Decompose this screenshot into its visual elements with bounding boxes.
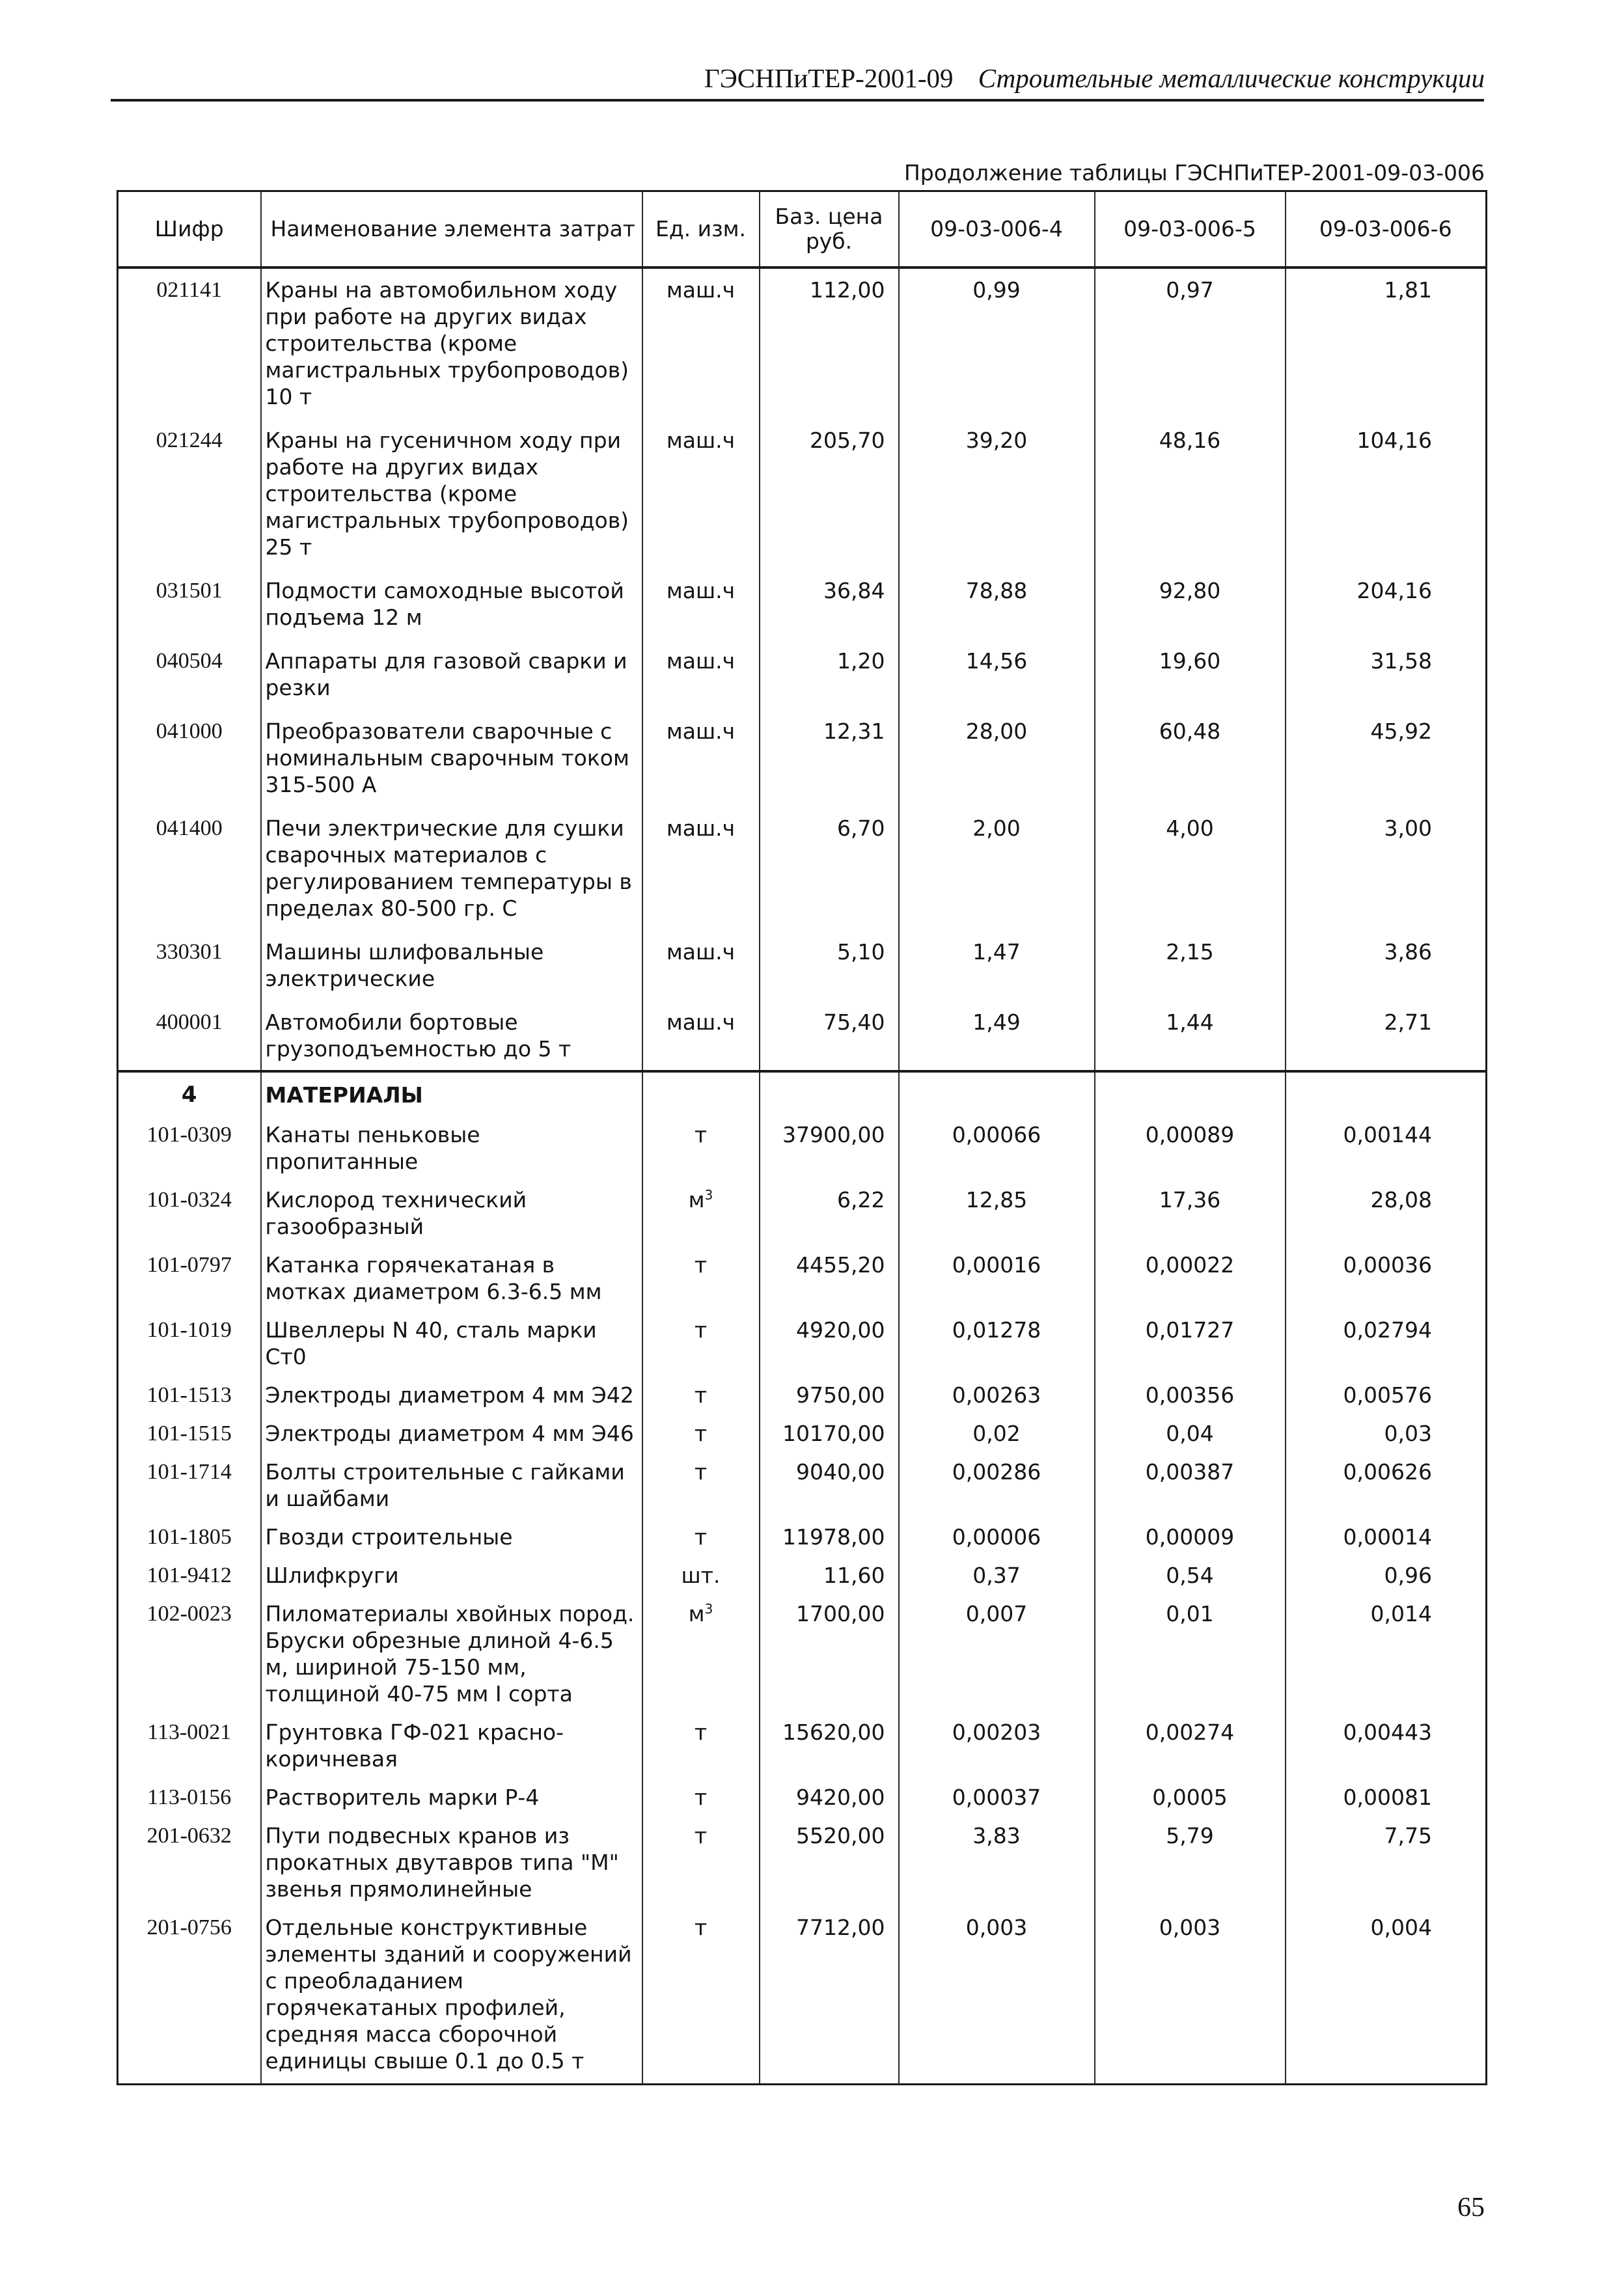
cell-name: Печи электрические для сушки сварочных материалов с регулированием температуры в пределах 80-500 гр. С: [261, 806, 642, 929]
resource-table: [117, 190, 1487, 2085]
cell-v5: 17,36: [1095, 1180, 1286, 1245]
cell-v6: 0,00081: [1286, 1777, 1487, 1816]
cell-unit: т: [642, 1908, 760, 2085]
cell-price: 75,40: [760, 1000, 899, 1071]
cell-v5: 0,01727: [1095, 1310, 1286, 1375]
cell-unit: маш.ч: [642, 568, 760, 638]
cell-price: 10170,00: [760, 1414, 899, 1452]
section-row-materials: [118, 1071, 1487, 1115]
cell-v5: 0,0005: [1095, 1777, 1286, 1816]
cell-v5: 0,54: [1095, 1556, 1286, 1594]
table-row: [118, 709, 1487, 806]
cell-name: Грунтовка ГФ-021 красно-коричневая: [261, 1712, 642, 1777]
cell-price: 15620,00: [760, 1712, 899, 1777]
cell-code: 040504: [118, 638, 261, 709]
table-row: [118, 1712, 1487, 1777]
table-caption: Продолжение таблицы ГЭСНПиТЕР-2001-09-03-006: [903, 160, 1485, 185]
cell-unit: маш.ч: [642, 929, 760, 1000]
cell-v6: 28,08: [1286, 1180, 1487, 1245]
cell-v4: 0,99: [899, 267, 1095, 418]
page-number: 65: [1457, 2193, 1485, 2223]
cell-v4: 0,00286: [899, 1452, 1095, 1517]
cell-name: Катанка горячекатаная в мотках диаметром 6.3-6.5 мм: [261, 1245, 642, 1310]
table-row: [118, 568, 1487, 638]
table-row: [118, 267, 1487, 418]
cell-v5: 0,00356: [1095, 1375, 1286, 1414]
cell-v4: 3,83: [899, 1816, 1095, 1908]
cell-code: 031501: [118, 568, 261, 638]
cell-name: Электроды диаметром 4 мм Э42: [261, 1375, 642, 1414]
cell-price: 112,00: [760, 267, 899, 418]
cell-v4: 12,85: [899, 1180, 1095, 1245]
cell-v5: 0,00089: [1095, 1115, 1286, 1180]
cell-v5: 0,01: [1095, 1594, 1286, 1712]
cell-v5: 48,16: [1095, 418, 1286, 568]
header-code: ГЭСНПиТЕР-2001-09: [704, 63, 954, 93]
cell-v5: 0,97: [1095, 267, 1286, 418]
cell-v5: 92,80: [1095, 568, 1286, 638]
cell-name: Машины шлифовальные электрические: [261, 929, 642, 1000]
unit-exponent: 3: [704, 1187, 713, 1203]
cell-v4: 0,00066: [899, 1115, 1095, 1180]
cell-name: Аппараты для газовой сварки и резки: [261, 638, 642, 709]
cell-name: Канаты пеньковые пропитанные: [261, 1115, 642, 1180]
table-header-row: [118, 191, 1487, 268]
table-row: [118, 1816, 1487, 1908]
cell-price: 9040,00: [760, 1452, 899, 1517]
cell-price: 6,70: [760, 806, 899, 929]
cell-unit: т: [642, 1712, 760, 1777]
table-row: [118, 1180, 1487, 1245]
cell-v6: 1,81: [1286, 267, 1487, 418]
cell-unit: маш.ч: [642, 1000, 760, 1071]
cell-code: 101-1515: [118, 1414, 261, 1452]
cell-unit: т: [642, 1310, 760, 1375]
cell-code: 021141: [118, 267, 261, 418]
cell-unit: маш.ч: [642, 267, 760, 418]
col-header-code: Шифр: [118, 191, 261, 268]
cell-v4: 0,00016: [899, 1245, 1095, 1310]
header-topic: Строительные металлические конструкции: [978, 63, 1485, 93]
cell-code: 101-1805: [118, 1517, 261, 1556]
cell-unit: т: [642, 1245, 760, 1310]
cell-price: 11978,00: [760, 1517, 899, 1556]
cell-name: Шлифкруги: [261, 1556, 642, 1594]
cell-name: Подмости самоходные высотой подъема 12 м: [261, 568, 642, 638]
cell-unit: т: [642, 1414, 760, 1452]
table-row: [118, 1000, 1487, 1071]
cell-v5: 0,00009: [1095, 1517, 1286, 1556]
table-row: [118, 1594, 1487, 1712]
cell-v4: 1,47: [899, 929, 1095, 1000]
cell-code: 101-9412: [118, 1556, 261, 1594]
cell-price: 5520,00: [760, 1816, 899, 1908]
cell-v6: 104,16: [1286, 418, 1487, 568]
col-header-v4: 09-03-006-4: [899, 191, 1095, 268]
cell-v4: 0,00037: [899, 1777, 1095, 1816]
cell-v4: 0,00006: [899, 1517, 1095, 1556]
cell-price: 7712,00: [760, 1908, 899, 2085]
table-row: [118, 1115, 1487, 1180]
table-row: [118, 1452, 1487, 1517]
cell-v6: 31,58: [1286, 638, 1487, 709]
table-row: [118, 418, 1487, 568]
cell-unit: маш.ч: [642, 638, 760, 709]
table-row: [118, 929, 1487, 1000]
col-header-price: [760, 191, 899, 268]
cell-v4: 39,20: [899, 418, 1095, 568]
cell-price: 11,60: [760, 1556, 899, 1594]
cell-code: 101-0309: [118, 1115, 261, 1180]
col-header-name: Наименование элемента затрат: [261, 191, 642, 268]
cell-code: 201-0632: [118, 1816, 261, 1908]
cell-v5: 0,00387: [1095, 1452, 1286, 1517]
cell-code: 021244: [118, 418, 261, 568]
table-row: [118, 1310, 1487, 1375]
cell-v4: 0,003: [899, 1908, 1095, 2085]
cell-v6: 0,00036: [1286, 1245, 1487, 1310]
cell-code: 041400: [118, 806, 261, 929]
cell-v6: 0,02794: [1286, 1310, 1487, 1375]
cell-name: Пути подвесных кранов из прокатных двутавров типа "М" звенья прямолинейные: [261, 1816, 642, 1908]
table-row: [118, 1556, 1487, 1594]
cell-v6: 7,75: [1286, 1816, 1487, 1908]
cell-price: 205,70: [760, 418, 899, 568]
cell-code: 102-0023: [118, 1594, 261, 1712]
cell-code: 101-0797: [118, 1245, 261, 1310]
running-header: [704, 62, 1485, 94]
col-header-price-line1: Баз. цена: [775, 204, 883, 229]
cell-v5: 4,00: [1095, 806, 1286, 929]
cell-v5: 5,79: [1095, 1816, 1286, 1908]
cell-code: 113-0021: [118, 1712, 261, 1777]
unit-exponent: 3: [704, 1601, 713, 1617]
cell-v4: 28,00: [899, 709, 1095, 806]
cell-v4: 0,00263: [899, 1375, 1095, 1414]
cell-code: 400001: [118, 1000, 261, 1071]
cell-v6: 2,71: [1286, 1000, 1487, 1071]
col-header-unit: Ед. изм.: [642, 191, 760, 268]
cell-code: 101-1019: [118, 1310, 261, 1375]
cell-v4: 2,00: [899, 806, 1095, 929]
cell-v4: 0,02: [899, 1414, 1095, 1452]
cell-unit: т: [642, 1375, 760, 1414]
col-header-v5: 09-03-006-5: [1095, 191, 1286, 268]
cell-v6: 0,014: [1286, 1594, 1487, 1712]
table-row: [118, 1777, 1487, 1816]
cell-v5: 19,60: [1095, 638, 1286, 709]
table-row: [118, 1245, 1487, 1310]
cell-price: 9750,00: [760, 1375, 899, 1414]
section-number: 4: [118, 1071, 261, 1115]
cell-v4: 14,56: [899, 638, 1095, 709]
cell-name: Преобразователи сварочные с номинальным сварочным током 315-500 А: [261, 709, 642, 806]
header-rule: [111, 99, 1484, 102]
cell-unit: т: [642, 1777, 760, 1816]
cell-price: 12,31: [760, 709, 899, 806]
cell-v5: 0,003: [1095, 1908, 1286, 2085]
cell-name: Кислород технический газообразный: [261, 1180, 642, 1245]
cell-unit: маш.ч: [642, 709, 760, 806]
cell-v5: 60,48: [1095, 709, 1286, 806]
cell-v6: 0,00443: [1286, 1712, 1487, 1777]
cell-v4: 0,01278: [899, 1310, 1095, 1375]
cell-price: 9420,00: [760, 1777, 899, 1816]
cell-v6: 3,86: [1286, 929, 1487, 1000]
cell-name: Болты строительные с гайками и шайбами: [261, 1452, 642, 1517]
cell-v4: 0,00203: [899, 1712, 1095, 1777]
cell-code: 101-1513: [118, 1375, 261, 1414]
cell-price: 1,20: [760, 638, 899, 709]
table-row: [118, 806, 1487, 929]
cell-price: 5,10: [760, 929, 899, 1000]
cell-name: Растворитель марки Р-4: [261, 1777, 642, 1816]
cell-name: Гвозди строительные: [261, 1517, 642, 1556]
cell-name: Краны на гусеничном ходу при работе на других видах строительства (кроме магистральных трубопроводов) 25 т: [261, 418, 642, 568]
table-row: [118, 1414, 1487, 1452]
cell-v5: 0,00274: [1095, 1712, 1286, 1777]
cell-name: Швеллеры N 40, сталь марки Ст0: [261, 1310, 642, 1375]
table-row: [118, 638, 1487, 709]
cell-code: 201-0756: [118, 1908, 261, 2085]
cell-v6: 0,004: [1286, 1908, 1487, 2085]
section-title: МАТЕРИАЛЫ: [261, 1071, 642, 1115]
cell-unit: $м^3$: [642, 1594, 760, 1712]
cell-name: Отдельные конструктивные элементы зданий и сооружений с преобладанием горячекатаных профилей, средняя масса сборочной единицы свыше 0.1 до 0.5 т: [261, 1908, 642, 2085]
cell-unit: маш.ч: [642, 806, 760, 929]
table-body: [118, 267, 1487, 2085]
cell-v6: 3,00: [1286, 806, 1487, 929]
cell-unit: $м^3$: [642, 1180, 760, 1245]
cell-unit: т: [642, 1452, 760, 1517]
cell-unit: шт.: [642, 1556, 760, 1594]
cell-unit: т: [642, 1816, 760, 1908]
cell-v5: 1,44: [1095, 1000, 1286, 1071]
cell-v6: 0,00144: [1286, 1115, 1487, 1180]
cell-v5: 0,00022: [1095, 1245, 1286, 1310]
cell-unit: т: [642, 1517, 760, 1556]
cell-v6: 45,92: [1286, 709, 1487, 806]
cell-v5: 0,04: [1095, 1414, 1286, 1452]
cell-code: 330301: [118, 929, 261, 1000]
table-row: [118, 1908, 1487, 2085]
cell-price: 1700,00: [760, 1594, 899, 1712]
cell-unit: т: [642, 1115, 760, 1180]
cell-price: 4920,00: [760, 1310, 899, 1375]
cell-name: Автомобили бортовые грузоподъемностью до 5 т: [261, 1000, 642, 1071]
cell-v4: 0,007: [899, 1594, 1095, 1712]
cell-code: 101-1714: [118, 1452, 261, 1517]
table-row: [118, 1375, 1487, 1414]
cell-code: 113-0156: [118, 1777, 261, 1816]
resource-table-frame: [117, 190, 1485, 2136]
cell-v6: 0,00576: [1286, 1375, 1487, 1414]
cell-v6: 0,00014: [1286, 1517, 1487, 1556]
cell-v6: 0,96: [1286, 1556, 1487, 1594]
cell-price: 4455,20: [760, 1245, 899, 1310]
cell-name: Краны на автомобильном ходу при работе на других видах строительства (кроме магистральных трубопроводов) 10 т: [261, 267, 642, 418]
cell-price: 37900,00: [760, 1115, 899, 1180]
table-row: [118, 1517, 1487, 1556]
cell-code: 041000: [118, 709, 261, 806]
cell-price: 36,84: [760, 568, 899, 638]
col-header-v6: 09-03-006-6: [1286, 191, 1487, 268]
cell-unit: маш.ч: [642, 418, 760, 568]
cell-name: Пиломатериалы хвойных пород. Бруски обрезные длиной 4-6.5 м, шириной 75-150 мм, толщиной 40-75 мм I сорта: [261, 1594, 642, 1712]
cell-v6: 0,03: [1286, 1414, 1487, 1452]
cell-v6: 204,16: [1286, 568, 1487, 638]
cell-price: 6,22: [760, 1180, 899, 1245]
cell-v4: 0,37: [899, 1556, 1095, 1594]
cell-v4: 1,49: [899, 1000, 1095, 1071]
cell-name: Электроды диаметром 4 мм Э46: [261, 1414, 642, 1452]
col-header-price-line2: руб.: [805, 228, 853, 254]
cell-v6: 0,00626: [1286, 1452, 1487, 1517]
cell-v4: 78,88: [899, 568, 1095, 638]
cell-v5: 2,15: [1095, 929, 1286, 1000]
cell-code: 101-0324: [118, 1180, 261, 1245]
